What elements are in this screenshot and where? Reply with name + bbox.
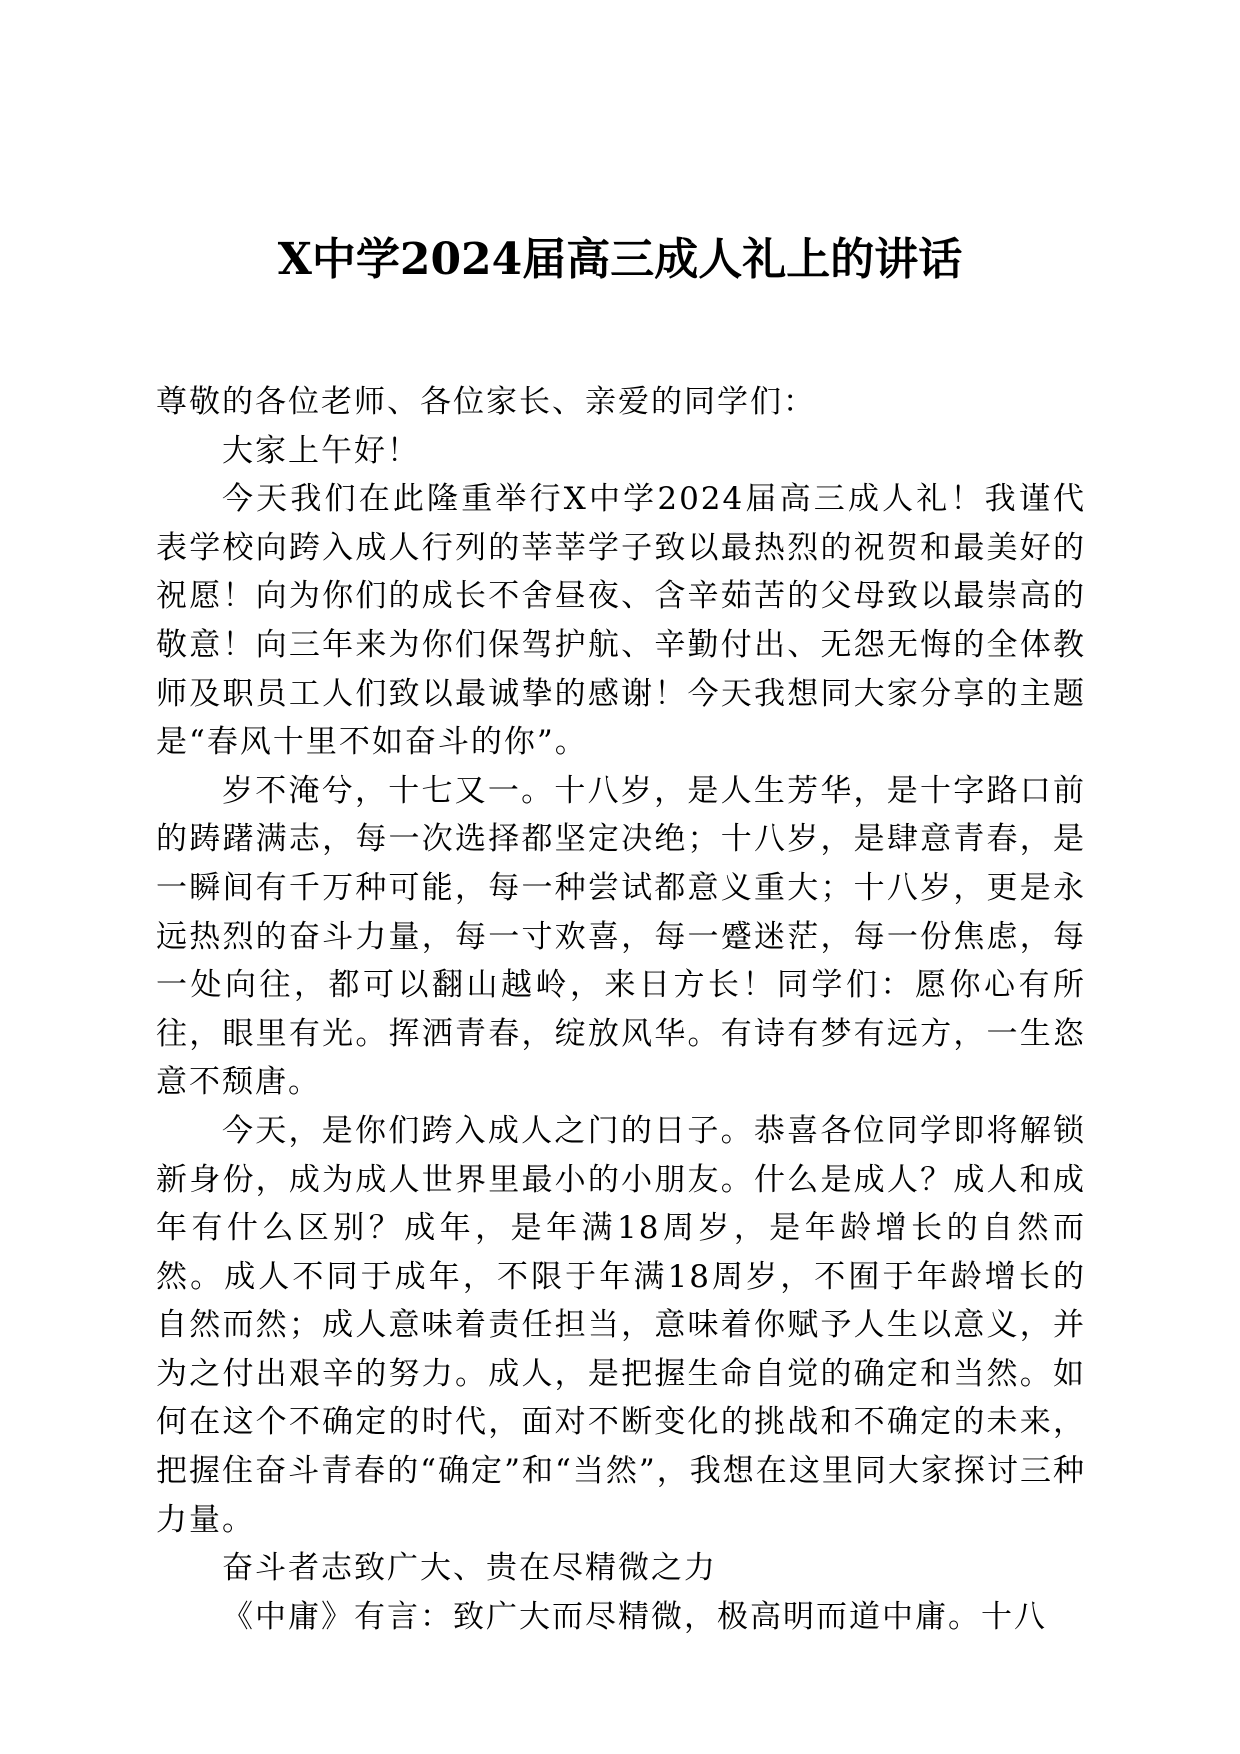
- paragraph: 今天，是你们跨入成人之门的日子。恭喜各位同学即将解锁新身份，成为成人世界里最小的小朋友。什么是成人？成人和成年有什么区别？成年，是年满18周岁，是年龄增长的自然而然。成人不同于成年，不限于年满18周岁，不囿于年龄增长的自然而然；成人意味着责任担当，意味着你赋予人生以意义，并为之付出艰辛的努力。成人，是把握生命自觉的确定和当然。如何在这个不确定的时代，面对不断变化的挑战和不确定的未来，把握住奋斗青春的“确定”和“当然”，我想在这里同大家探讨三种力量。: [156, 1112, 1086, 1538]
- section-heading: 奋斗者志致广大、贵在尽精微之力: [222, 1550, 717, 1587]
- paragraph: 岁不淹兮，十七又一。十八岁，是人生芳华，是十字路口前的踌躇满志，每一次选择都坚定决绝；十八岁，是肆意青春，是一瞬间有千万种可能，每一种尝试都意义重大；十八岁，更是永远热烈的奋斗力量，每一寸欢喜，每一蹙迷茫，每一份焦虑，每一处向往，都可以翻山越岭，来日方长！同学们：愿你心有所往，眼里有光。挥洒青春，绽放风华。有诗有梦有远方，一生恣意不颓唐。: [156, 772, 1086, 1101]
- document-title: X中学2024届高三成人礼上的讲话: [277, 234, 963, 285]
- paragraph: 《中庸》有言：致广大而尽精微，极高明而道中庸。十八: [222, 1598, 1047, 1635]
- document-body: [156, 378, 1086, 1641]
- paragraph: 今天我们在此隆重举行X中学2024届高三成人礼！我谨代表学校向跨入成人行列的莘莘学子致以最热烈的祝贺和最美好的祝愿！向为你们的成长不舍昼夜、含辛茹苦的父母致以最崇高的敬意！向三年来为你们保驾护航、辛勤付出、无怨无悔的全体教师及职员工人们致以最诚挚的感谢！今天我想同大家分享的主题是“春风十里不如奋斗的你”。: [156, 481, 1086, 761]
- greeting: 大家上午好！: [222, 432, 420, 469]
- salutation: 尊敬的各位老师、各位家长、亲爱的同学们：: [156, 384, 816, 420]
